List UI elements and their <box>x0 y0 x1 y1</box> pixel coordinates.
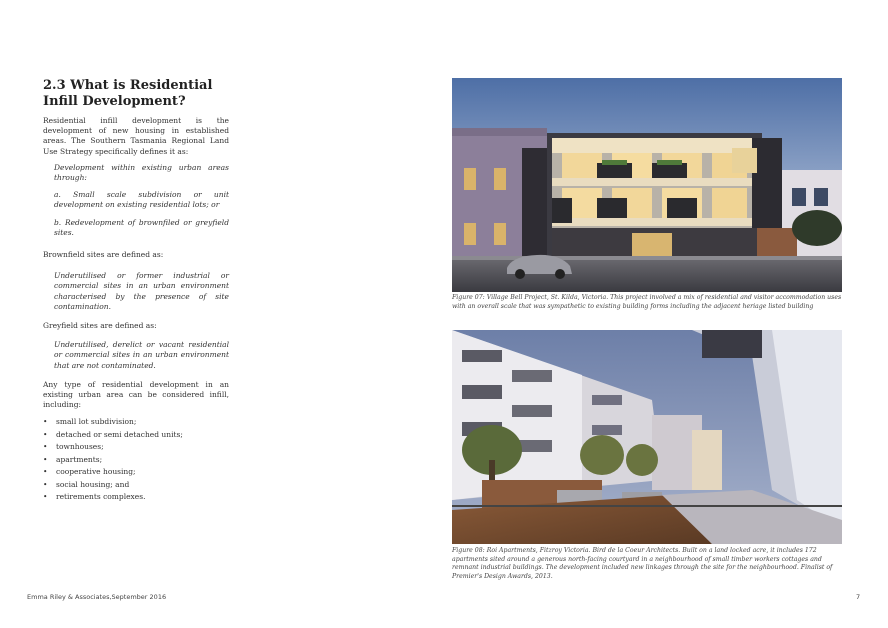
infill-types-list <box>43 416 229 503</box>
list-item: • apartments; <box>43 454 229 466</box>
definition-b: b. Redevelopment of brownfiled or greyfield sites. <box>54 217 229 237</box>
list-item: • detached or semi detached units; <box>43 429 229 441</box>
list-item: • townhouses; <box>43 441 229 453</box>
figure-08-photo <box>452 330 842 544</box>
list-item: • retirements complexes. <box>43 491 229 503</box>
greyfield-label: Greyfield sites are defined as: <box>43 321 157 331</box>
intro-paragraph: Residential infill development is the development of new housing in established areas. The Southern Tasmania Regional Land Use Strategy specifically defines it as: <box>43 116 229 156</box>
figure-07-caption: Figure 07: Village Bell Project, St. Kilda, Victoria. This project involved a mix of residential and visitor accommodation uses with an overall scale that was sympathetic to existing building forms including the adjacent heriage listed building <box>452 294 842 310</box>
section-title: 2.3 What is Residential Infill Development? <box>43 78 213 109</box>
list-item: • cooperative housing; <box>43 466 229 478</box>
figure-07-photo <box>452 78 842 292</box>
list-item: • small lot subdivision; <box>43 416 229 428</box>
any-type-paragraph: Any type of residential development in an existing urban area can be considered infill, including: <box>43 379 229 410</box>
greyfield-definition: Underutilised, derelict or vacant residential or commercial sites in an urban environment that are not contaminated. <box>54 340 229 370</box>
brownfield-label: Brownfield sites are defined as: <box>43 250 164 260</box>
figure-08-caption: Figure 08: Roi Apartments, Fitzroy Victoria. Bird de la Coeur Architects. Built on a land locked acre, it includes 172 apartments sited around a generous north-facing courtyard in a neighbourhood of small timber workers cottages and remnant industrial buildings. The development included new linkages through the site for the neighbourhood. Finalist of Premier's Design Awards, 2013. <box>452 547 833 580</box>
text-column <box>43 78 229 503</box>
definition-a: a. Small scale subdivision or unit development on existing residential lots; or <box>54 190 229 210</box>
page-number: 7 <box>856 593 861 601</box>
definition-lead: Development within existing urban areas through: <box>54 162 229 183</box>
brownfield-definition: Underutilised or former industrial or commercial sites in an urban environment characterised by the presence of site contamination. <box>54 271 229 311</box>
list-item: • social housing; and <box>43 479 229 491</box>
footer-author: Emma Riley & Associates,September 2016 <box>27 593 167 601</box>
